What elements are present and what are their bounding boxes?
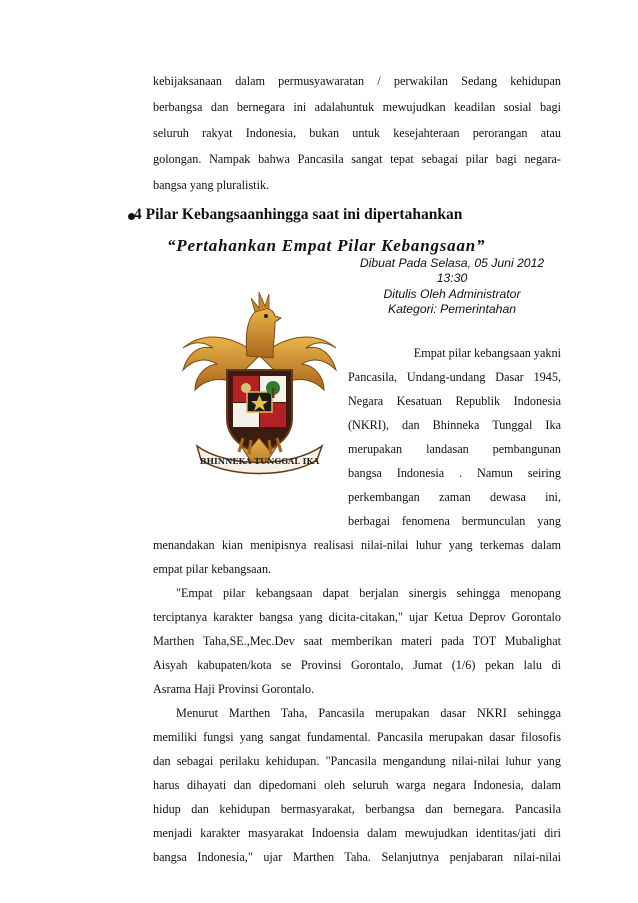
- continuation-line-1: menandakan kian menipisnya realisasi nilai-nilai luhur yang terkemas dalam: [153, 538, 561, 552]
- garuda-emblem-image: [177, 278, 342, 486]
- last-line-4: harus dihayati dan dipedomani oleh seluruh warga negara Indonesia, dalam: [153, 778, 561, 792]
- wrapped-line-7: perkembangan zaman dewasa ini,: [348, 490, 561, 504]
- quote-line-3: Marthen Taha,SE.,Mec.Dev saat memberikan materi pada TOT Mubalighat: [153, 634, 561, 648]
- intro-line-1: kebijaksanaan dalam permusyawaratan / perwakilan Sedang kehidupan: [153, 74, 561, 88]
- quote-line-2: terciptanya karakter bangsa yang dicita-citakan," ujar Ketua Deprov Gorontalo: [153, 610, 561, 624]
- last-line-5: hidup dan kehidupan bermasyarakat, berbangsa dan bernegara. Pancasila: [153, 802, 561, 816]
- intro-line-4: golongan. Nampak bahwa Pancasila sangat tepat sebagai pilar bagi negara-: [153, 152, 561, 166]
- wrapped-line-2: Pancasila, Undang-undang Dasar 1945,: [348, 370, 561, 384]
- last-line-7: bangsa Indonesia," ujar Marthen Taha. Selanjutnya penjabaran nilai-nilai: [153, 850, 561, 864]
- quote-line-1: "Empat pilar kebangsaan dapat berjalan sinergis sehingga menopang: [176, 586, 561, 600]
- wrapped-line-8: berbagai fenomena bermunculan yang: [348, 514, 561, 528]
- wrapped-line-3: Negara Kesatuan Republik Indonesia: [348, 394, 561, 408]
- meta-posted-time: 13:30: [436, 271, 468, 285]
- wrapped-line-6: bangsa Indonesia . Namun seiring: [348, 466, 561, 480]
- intro-line-2: berbangsa dan bernegara ini adalahuntuk mewujudkan keadilan sosial bagi: [153, 100, 561, 114]
- intro-line-3: seluruh rakyat Indonesia, bukan untuk kesejahteraan perorangan atau: [153, 126, 561, 140]
- meta-author: Ditulis Oleh Administrator: [383, 287, 521, 301]
- quote-line-5: Asrama Haji Provinsi Gorontalo.: [153, 682, 315, 696]
- wrapped-line-1: Empat pilar kebangsaan yakni: [413, 346, 561, 360]
- article-title: “Pertahankan Empat Pilar Kebangsaan”: [167, 236, 486, 255]
- emblem-motto: BHINNEKA TUNGGAL IKA: [199, 456, 320, 466]
- section-heading: 4 Pilar Kebangsaanhingga saat ini dipertahankan: [134, 206, 463, 223]
- continuation-line-2: empat pilar kebangsaan.: [153, 562, 272, 576]
- meta-category: Kategori: Pemerintahan: [387, 302, 517, 316]
- last-line-2: memiliki fungsi yang sangat fundamental. Pancasila merupakan dasar filosofis: [153, 730, 561, 744]
- wrapped-line-5: merupakan landasan pembangunan: [348, 442, 561, 456]
- last-line-1: Menurut Marthen Taha, Pancasila merupakan dasar NKRI sehingga: [176, 706, 561, 720]
- intro-line-5: bangsa yang pluralistik.: [153, 178, 270, 192]
- wrapped-line-4: (NKRI), dan Bhinneka Tunggal Ika: [348, 418, 561, 432]
- quote-line-4: Aisyah kabupaten/kota se Provinsi Gorontalo, Jumat (1/6) pekan lalu di: [153, 658, 561, 672]
- meta-posted-date: Dibuat Pada Selasa, 05 Juni 2012: [359, 256, 545, 270]
- last-line-3: dan sebagai perilaku kehidupan. "Pancasila mengandung nilai-nilai luhur yang: [153, 754, 561, 768]
- last-line-6: menjadi karakter masyarakat Indoensia dalam mewujudkan identitas/jati diri: [153, 826, 561, 840]
